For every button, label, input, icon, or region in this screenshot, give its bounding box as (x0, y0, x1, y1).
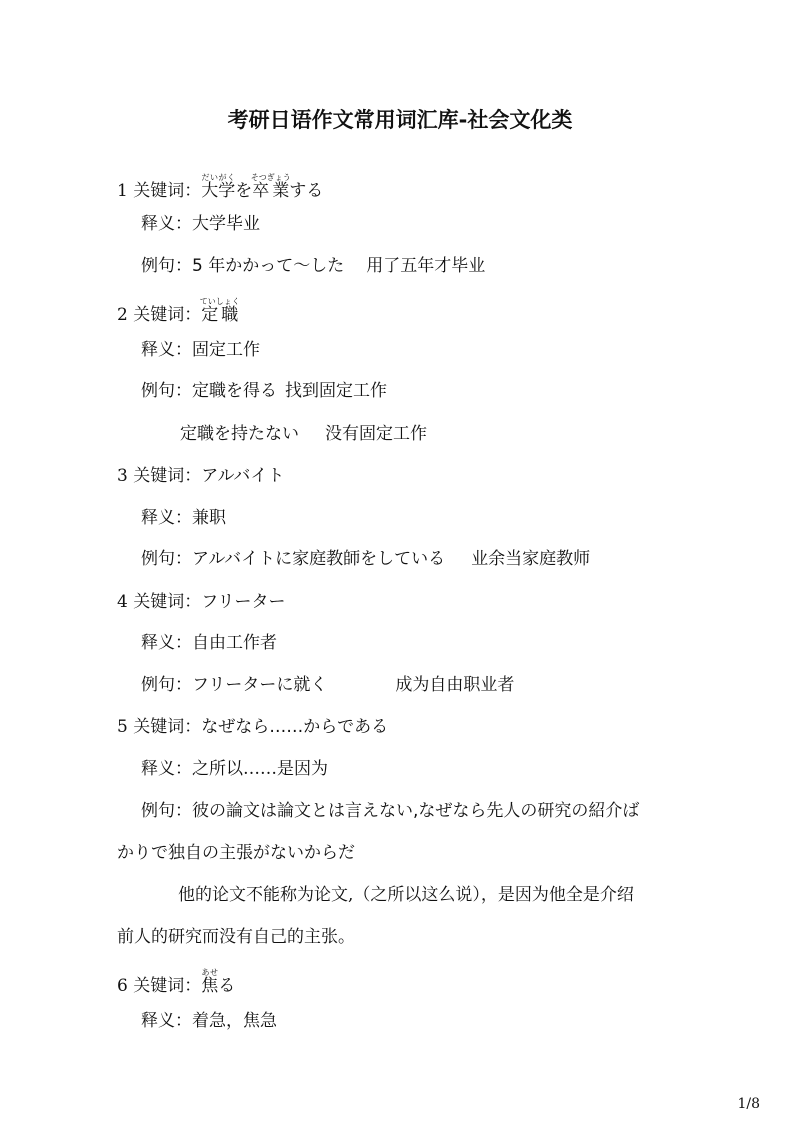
entry-1-meaning: 释义：大学毕业 (141, 214, 260, 234)
entry-5-example-cont: かりで独自の主張がないからだ (117, 843, 355, 863)
entry-1-keyword: 1 关键词：大学だいがくを卒業そつぎょうする (117, 173, 324, 201)
entry-6-meaning: 释义：着急，焦急 (141, 1011, 277, 1031)
entry-2-example-2: 定職を持たない 没有固定工作 (180, 424, 427, 444)
ruby-word: 卒業そつぎょう (250, 173, 291, 201)
page-number: 1/8 (737, 1096, 760, 1112)
entry-2-example: 例句：定職を得る 找到固定工作 (141, 381, 387, 401)
entry-4-keyword: 4 关键词：フリーター (117, 592, 286, 612)
entry-6-keyword: 6 关键词：焦あせる (117, 968, 236, 996)
entry-3-meaning: 释义：兼职 (141, 508, 226, 528)
entry-1-example: 例句：5 年かかって～した 用了五年才毕业 (141, 256, 486, 276)
entry-5-translation-cont: 前人的研究而没有自己的主张。 (117, 927, 355, 947)
entry-5-translation: 他的论文不能称为论文,（之所以这么说），是因为他全是介绍 (178, 885, 634, 905)
ruby-word: 定職ていしょく (199, 297, 240, 325)
entry-3-keyword: 3 关键词：アルバイト (117, 466, 285, 486)
entry-2-meaning: 释义：固定工作 (141, 340, 260, 360)
entry-5-meaning: 释义：之所以……是因为 (141, 759, 328, 779)
entry-5-example: 例句：彼の論文は論文とは言えない,なぜなら先人の研究の紹介ば (141, 801, 640, 821)
ruby-word: 焦あせ (201, 968, 219, 996)
keyword-text: 焦あせる (201, 968, 236, 996)
document-title: 考研日语作文常用词汇库-社会文化类 (227, 108, 573, 132)
entry-2-keyword: 2 关键词：定職ていしょく (117, 297, 240, 325)
ruby-word: 大学だいがく (201, 173, 236, 201)
keyword-text: 大学だいがくを卒業そつぎょうする (201, 173, 324, 201)
entry-4-example: 例句：フリーターに就く 成为自由职业者 (141, 675, 515, 695)
entry-3-example: 例句：アルバイトに家庭教師をしている 业余当家庭教师 (141, 549, 591, 569)
entry-5-keyword: 5 关键词：なぜなら……からである (117, 717, 389, 737)
keyword-text (199, 297, 240, 325)
entry-4-meaning: 释义：自由工作者 (141, 633, 277, 653)
